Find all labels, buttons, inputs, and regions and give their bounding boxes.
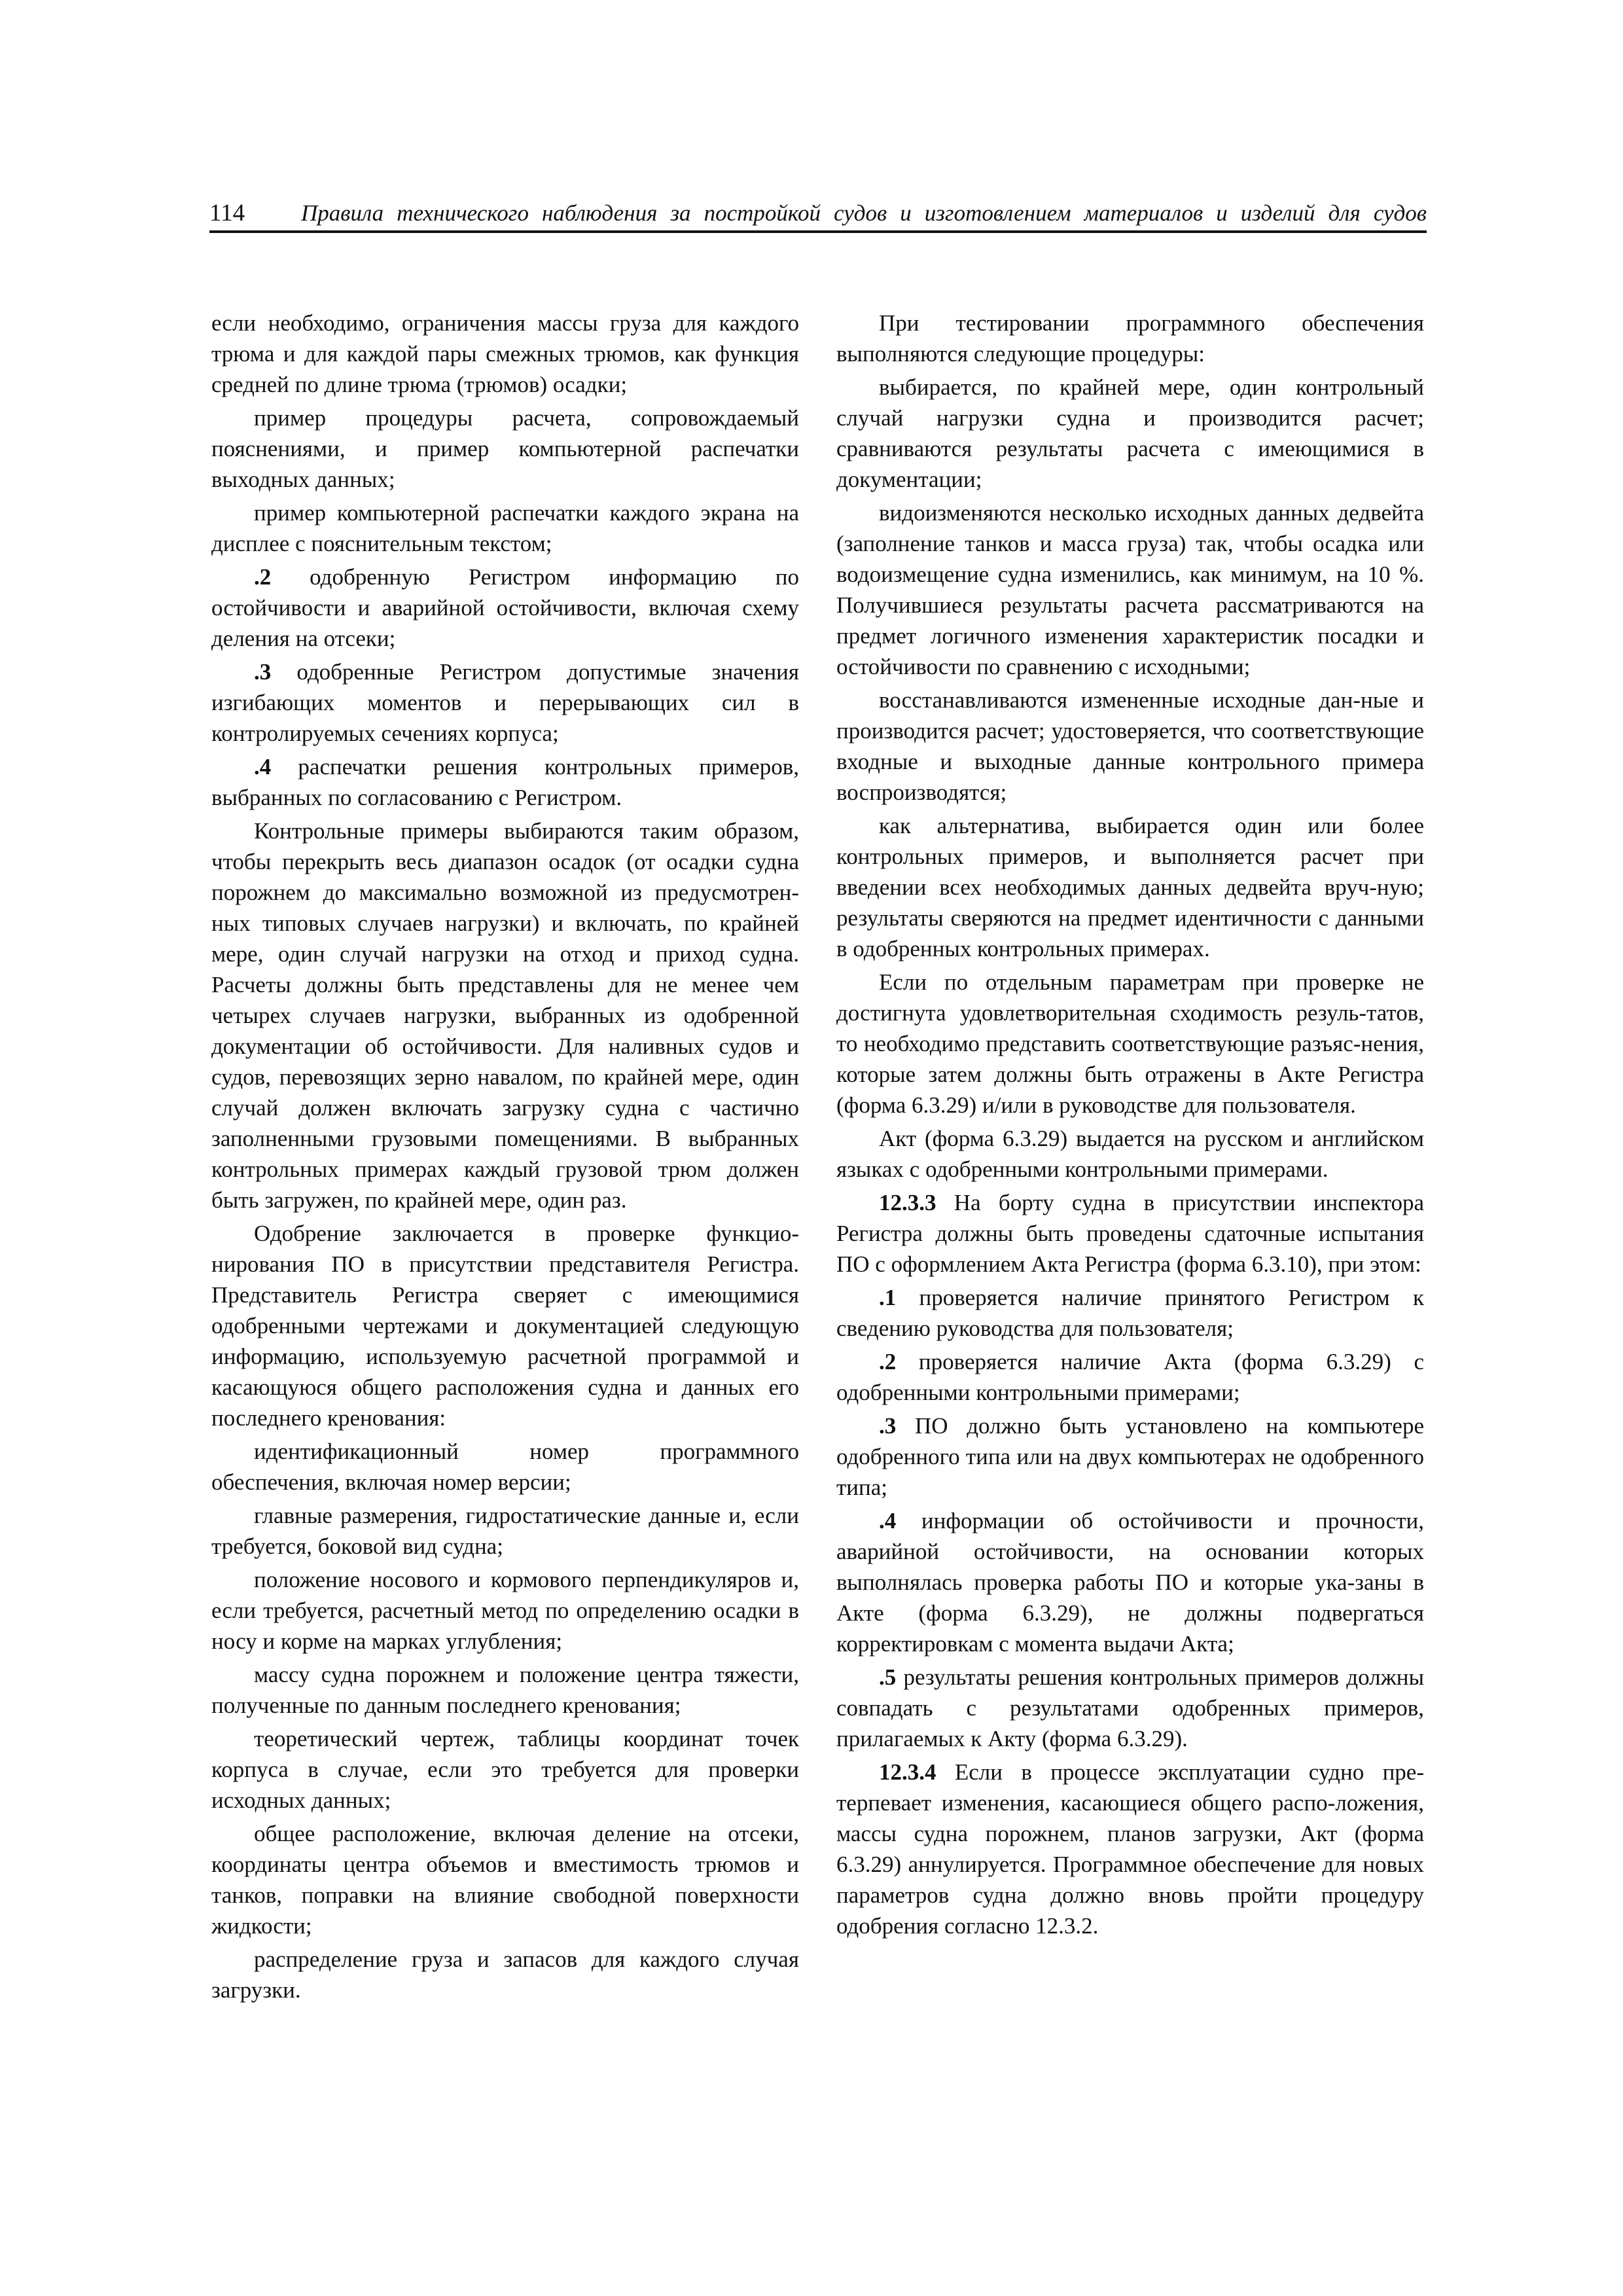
list-item: [211, 656, 799, 749]
paragraph: Акт (форма 6.3.29) выдается на русском и английском языках с одобренными контрольными примерами.: [836, 1126, 1424, 1182]
paragraph: положение носового и кормового перпендикуляров и, если требуется, расчетный метод по определению осадки в носу и корме на марках углубления;: [211, 1567, 799, 1654]
item-text: проверяется наличие принятого Регистром к сведению руководства для пользователя;: [836, 1285, 1424, 1341]
section-paragraph: [836, 1187, 1424, 1280]
paragraph: распределение груза и запасов для каждого случая загрузки.: [211, 1946, 799, 2003]
item-text: одобренную Регистром информацию по остойчивости и аварийной остойчивости, включая схему деления на отсеки;: [211, 564, 799, 651]
item-number: .5: [879, 1664, 897, 1690]
paragraph: пример процедуры расчета, сопровождаемый пояснениями, и пример компьютерной распечатки выходных данных;: [211, 405, 799, 492]
item-number: .4: [879, 1508, 897, 1534]
page-header: [209, 196, 1427, 233]
paragraph: выбирается, по крайней мере, один контрольный случай нагрузки судна и производится расчет; сравниваются результаты расчета с имеющимися в документации;: [836, 374, 1424, 492]
running-title: Правила технического наблюдения за постройкой судов и изготовлением материалов и изделий для судов: [301, 200, 1427, 226]
paragraph: общее расположение, включая деление на отсеки, координаты центра объемов и вместимость трюмов и танков, поправки на влияние свободной поверхности жидкости;: [211, 1821, 799, 1939]
list-item: [211, 562, 799, 654]
paragraph: Одобрение заключается в проверке функцио-нирования ПО в присутствии представителя Регистра. Представитель Регистра сверяет с имеющимися одобренными чертежами и документацией следующую информацию, используемую расчетной программой и касающуюся общего расположения судна и данных его последнего кренования:: [211, 1221, 799, 1431]
paragraph: видоизменяются несколько исходных данных дедвейта (заполнение танков и масса груза) так, чтобы осадка или водоизмещение судна изменились, как минимум, на 10 %. Получившиеся результаты расчета рассматриваются на предмет логичного изменения характеристик посадки и остойчивости по сравнению с исходными;: [836, 500, 1424, 679]
left-column: [211, 308, 799, 2008]
item-text: информации об остойчивости и прочности, аварийной остойчивости, на основании которых выполнялась проверка работы ПО и которые ука-заны в Акте (форма 6.3.29), не должны подвергаться корректировкам с момента выдачи Акта;: [836, 1508, 1424, 1657]
paragraph: Если по отдельным параметрам при проверке не достигнута удовлетворительная сходимость резуль-татов, то необходимо представить соответствующие разъяс-нения, которые затем должны быть отражены в Акте Регистра (форма 6.3.29) и/или в руководстве для пользователя.: [836, 969, 1424, 1118]
paragraph: пример компьютерной распечатки каждого экрана на дисплее с пояснительным текстом;: [211, 500, 799, 556]
item-number: .2: [254, 564, 272, 590]
paragraph: массу судна порожнем и положение центра тяжести, полученные по данным последнего кренования;: [211, 1662, 799, 1718]
item-text: результаты решения контрольных примеров должны совпадать с результатами одобренных примеров, прилагаемых к Акту (форма 6.3.29).: [836, 1664, 1424, 1751]
item-number: .2: [879, 1349, 897, 1374]
item-number: .3: [254, 659, 272, 685]
item-text: проверяется наличие Акта (форма 6.3.29) с одобренными контрольными примерами;: [836, 1349, 1424, 1405]
list-item: [836, 1410, 1424, 1503]
paragraph: главные размерения, гидростатические данные и, если требуется, боковой вид судна;: [211, 1503, 799, 1559]
section-number: 12.3.3: [879, 1190, 936, 1215]
paragraph: При тестировании программного обеспечения выполняются следующие процедуры:: [836, 310, 1424, 367]
right-column: [836, 308, 1424, 1944]
item-number: .4: [254, 754, 272, 780]
section-paragraph: [836, 1757, 1424, 1941]
section-text: На борту судна в присутствии инспектора Регистра должны быть проведены сдаточные испытания ПО с оформлением Акта Регистра (форма 6.3.10), при этом:: [836, 1190, 1424, 1277]
list-item: [836, 1505, 1424, 1659]
paragraph: теоретический чертеж, таблицы координат точек корпуса в случае, если это требуется для проверки исходных данных;: [211, 1726, 799, 1813]
section-text: Если в процессе эксплуатации судно пре-терпевает изменения, касающиеся общего распо-ложения, массы судна порожнем, планов загрузки, Акт (форма 6.3.29) аннулируется. Программное обеспечение для новых параметров судна должно вновь пройти процедуру одобрения согласно 12.3.2.: [836, 1759, 1424, 1939]
paragraph: Контрольные примеры выбираются таким образом, чтобы перекрыть весь диапазон осадок (от осадки судна порожнем до максимально возможной из предусмотрен-ных типовых случаев нагрузки) и включать, по крайней мере, один случай нагрузки на отход и приход судна. Расчеты должны быть представлены для не менее чем четырех случаев нагрузки, выбранных из одобренной документации об остойчивости. Для наливных судов и судов, перевозящих зерно навалом, по крайней мере, один случай должен включать загрузку судна с частично заполненными грузовыми помещениями. В выбранных контрольных примерах каждый грузовой трюм должен быть загружен, по крайней мере, один раз.: [211, 818, 799, 1213]
item-number: .1: [879, 1285, 897, 1310]
list-item: [836, 1662, 1424, 1754]
list-item: [836, 1282, 1424, 1344]
item-text: ПО должно быть установлено на компьютере одобренного типа или на двух компьютерах не одобренного типа;: [836, 1413, 1424, 1500]
list-item: [836, 1346, 1424, 1408]
page-number: 114: [209, 200, 245, 226]
section-number: 12.3.4: [879, 1759, 936, 1785]
item-text: распечатки решения контрольных примеров, выбранных по согласованию с Регистром.: [211, 754, 799, 810]
paragraph: идентификационный номер программного обеспечения, включая номер версии;: [211, 1439, 799, 1495]
item-text: одобренные Регистром допустимые значения изгибающих моментов и перерывающих сил в контролируемых сечениях корпуса;: [211, 659, 799, 746]
item-number: .3: [879, 1413, 897, 1439]
list-item: [211, 751, 799, 813]
paragraph: как альтернатива, выбирается один или более контрольных примеров, и выполняется расчет при введении всех необходимых данных дедвейта вруч-ную; результаты сверяются на предмет идентичности с данными в одобренных контрольных примерах.: [836, 813, 1424, 961]
paragraph: если необходимо, ограничения массы груза для каждого трюма и для каждой пары смежных трюмов, как функция средней по длине трюма (трюмов) осадки;: [211, 310, 799, 397]
paragraph: восстанавливаются измененные исходные дан-ные и производится расчет; удостоверяется, что соответствующие входные и выходные данные контрольного примера воспроизводятся;: [836, 687, 1424, 805]
